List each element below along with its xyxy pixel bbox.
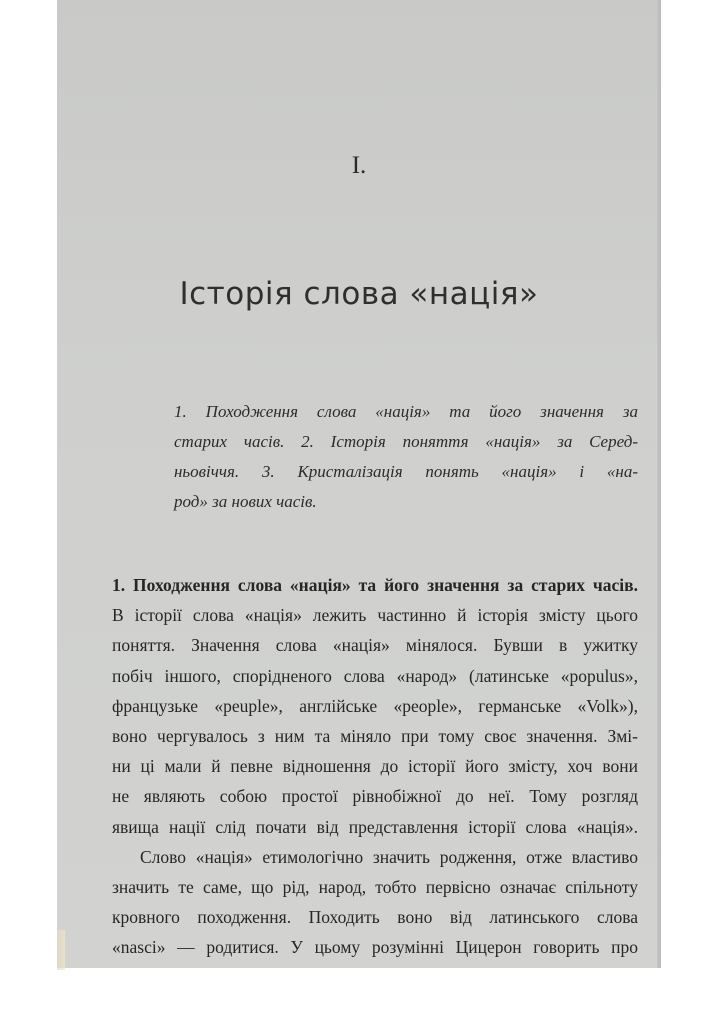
chapter-title: Історія слова «нація» [179, 276, 539, 312]
abstract-line: 1. Походження слова «нація» та його значення за [174, 402, 638, 421]
paragraph-line: ни ці мали й певне відношення до історії його змісту, хоч вони [112, 756, 638, 777]
body-text [112, 570, 638, 963]
paragraph-line: французьке «peuple», англійське «people», германське «Volk»), [112, 695, 638, 716]
abstract-line: род» за нових часів. [174, 492, 317, 511]
chapter-number: I. [351, 152, 367, 179]
paragraph-line: поняття. Значення слова «нація» мінялося. Бувши в ужитку [112, 635, 638, 656]
paragraph-line: не являють собою простої рівнобіжної до неї. Тому розгляд [112, 786, 638, 807]
book-page [57, 0, 661, 968]
paragraph-line: «nasci» — родитися. У цьому розумінні Цицерон говорить про [112, 937, 638, 958]
abstract-line: старих часів. 2. Історія поняття «нація» за Серед- [174, 432, 638, 451]
paragraph-line: Слово «нація» етимологічно значить родження, отже властиво [140, 846, 638, 867]
paragraph-line: значить те саме, що рід, народ, тобто первісно означає спільноту [112, 877, 638, 898]
chapter-abstract [174, 397, 638, 517]
paragraph-line: побіч іншого, спорідненого слова «народ» (латинське «populus», [112, 665, 638, 686]
page-edge [657, 0, 661, 968]
page-corner-shadow [57, 930, 65, 970]
paragraph-line: кровного походження. Походить воно від латинського слова [112, 907, 638, 928]
section-heading: 1. Походження слова «нація» та його значення за старих часів. [112, 575, 638, 595]
paragraph-line: воно чергувалось з ним та міняло при тому своє значення. Змі- [112, 726, 638, 747]
abstract-line: ньовіччя. 3. Кристалізація понять «нація» і «на- [174, 462, 638, 481]
paragraph-line: явища нації слід почати від представлення історії слова «нація». [112, 816, 638, 837]
paragraph-line: В історії слова «нація» лежить частинно й історія змісту цього [112, 605, 638, 626]
